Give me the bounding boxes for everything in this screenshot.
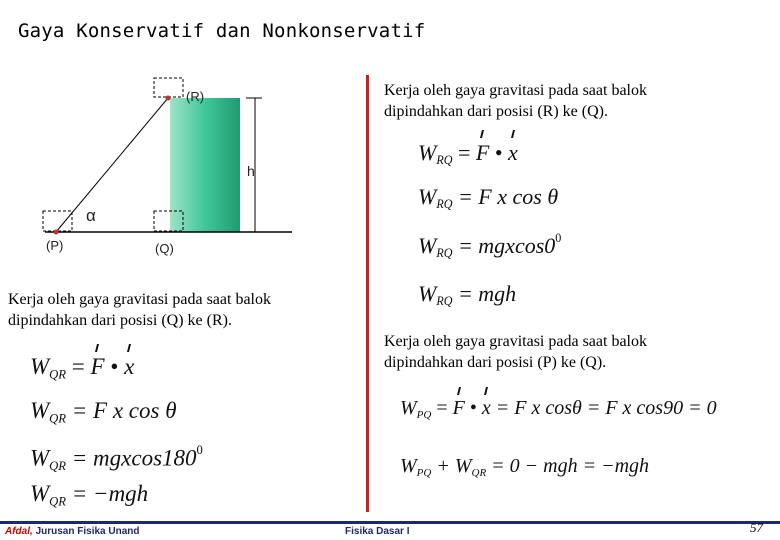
eq-QR-2: $W_{QR} = F$ x cos θ [30, 398, 177, 426]
incline-diagram [30, 70, 330, 270]
footer-course: Fisika Dasar I [345, 526, 410, 537]
label-R: (R) [186, 89, 205, 104]
footer-author [5, 526, 139, 537]
footer-author-name: Afdal, [5, 526, 33, 537]
text-PQ: Kerja oleh gaya gravitasi pada saat balok dipindahkan dari posisi (P) ke (Q). [384, 333, 647, 371]
label-Q: (Q) [155, 241, 174, 256]
eq-QR-4: $W_{QR} = -mgh$ [30, 481, 149, 509]
footer-bar [0, 521, 780, 524]
label-alpha: α [86, 206, 96, 225]
eq-RQ-1: $W_{RQ} = F$ • x [418, 140, 518, 168]
point-R [166, 96, 171, 101]
incline-line [56, 98, 168, 232]
eq-RQ-3: $W_{RQ} = mgxcos0^0$ [418, 231, 562, 261]
box-P [43, 211, 72, 231]
eq-RQ-2: $W_{RQ} = F$ x cos θ [418, 184, 559, 212]
point-P [54, 230, 59, 235]
eq-QR-1: $W_{QR} = F$ • x [30, 354, 135, 382]
eq-RQ-4: $W_{RQ}$ = mgh [418, 281, 517, 309]
page-number: 57 [750, 520, 763, 535]
label-h: h [247, 163, 255, 179]
divider-line [366, 75, 369, 512]
footer-dept: Jurusan Fisika Unand [35, 526, 140, 537]
eq-PQ-1: $W_{PQ} = F$ • x = F x cosθ = F x cos90 = 0 [400, 397, 717, 421]
text-RQ: Kerja oleh gaya gravitasi pada saat balok dipindahkan dari posisi (R) ke (Q). [384, 82, 647, 120]
eq-PQ-2: $W_{PQ} + W_{QR} = 0$ − mgh = −mgh [400, 455, 650, 479]
box-R [154, 78, 183, 97]
label-P: (P) [46, 238, 64, 253]
text-QR: Kerja oleh gaya gravitasi pada saat balok dipindahkan dari posisi (Q) ke (R). [8, 291, 271, 329]
block-column [170, 98, 240, 232]
eq-QR-3: $W_{QR} = mgxcos180^0$ [30, 443, 203, 473]
page-title: Gaya Konservatif dan Nonkonservatif [18, 20, 426, 42]
